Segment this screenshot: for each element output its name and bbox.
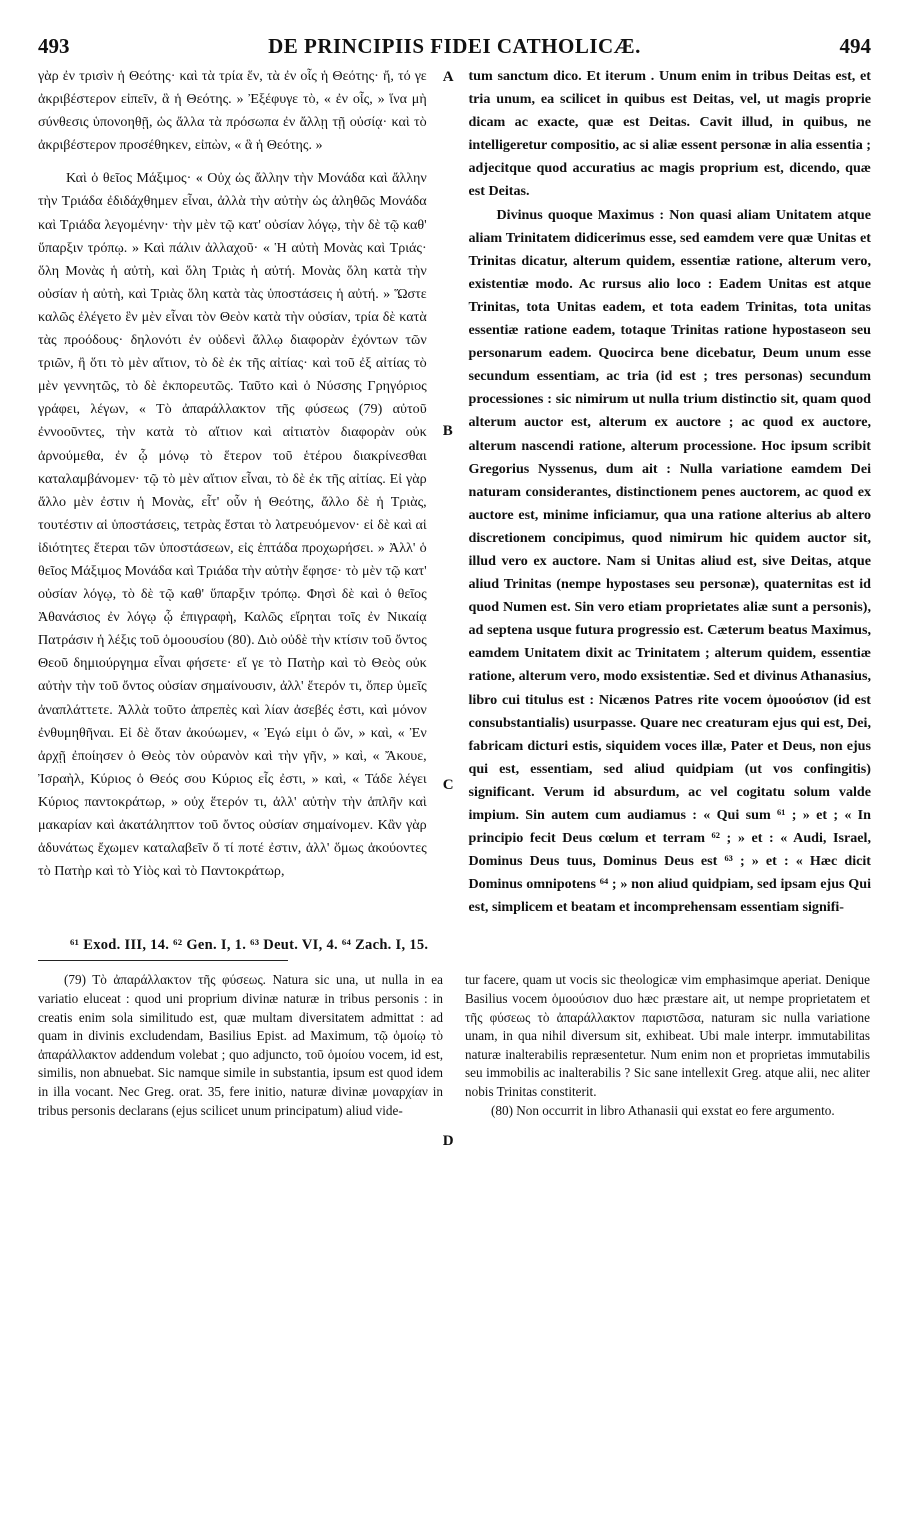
margin-letters [441, 65, 457, 1149]
note-79: (79) Τὸ ἀπαράλλακτον τῆς φύσεως. Natura sic una, ut nulla in ea variatio eluceat : quod uni proprium divinæ naturæ in tribus personis : in creatis enim sola similitudo est, quæ multam diversitatem admittat : ad quam in divinis excludendam, Basilius Epist. ad Maximum, τῷ ὁμοίῳ τὸ ἀπαράλλακτον addendum volebat ; quo adjuncto, τοῦ ὁμοίου vocem, id est, similis, non abnuebat. Sic namque simile in substantia, ipsum est quod idem in illa vocant. Nec Greg. orat. 35, fere initio, naturæ divinæ μοναρχίαν in tribus personis declarans (ejus scilicet unum principatum) aliud vide- [38, 972, 443, 1118]
running-header [38, 34, 871, 59]
margin-letter-d: D [442, 1133, 454, 1149]
latin-paragraph-1: tum sanctum dico. Et iterum . Unum enim in tribus Deitas est, et tria unum, ea scilicet in quibus est Deitas, vel, ut magis proprie dicam ac exacte, quæ est Deitas. Cavit illud, in quibus, ne intelligeretur compositio, ac si aliæ essent personæ in alia essentia ; adjecitque quod accuratius ac magis proprium est, dicendo, quæ est Deitas. [468, 68, 871, 200]
footnote-rule [38, 960, 288, 961]
latin-paragraph-2: Divinus quoque Maximus : Non quasi aliam Unitatem atque aliam Trinitatem didicerimus esse, sed eamdem vere quæ Unitas et Trinitas dicatur, alterum quidem, essentiæ ratione, alterum vero, existentiæ modo. Ac rursus alio loco : Eadem Unitas est atque Trinitas, tota Unitas eadem, et tota eadem Trinitas, tota unitas essentiæ ratione eadem, totaque Trinitas ratione hypostaseon seu personarum eadem. Quocirca bene dicebatur, Deum unum esse secundum essentiam, ac tria (id est ; tres personas) secundum processiones : sic nimirum ut nulla trium distinctio sit, quam quod alterum auctor est, alterum ex auctore ; ac quod ex auctore, alterum nascendi ratione, alterum processione. Hoc ipsum scribit Gregorius Nyssenus, dum ait : Nulla variatione eamdem Dei naturam considerantes, distinctionem penes auctorem, ac quod ex auctore est, minime inficiamur, qua una ratione alterius ab altero discretionem concipimus, quod nimirum hic quidem auctor sit, illud vero ex auctore. Nam si Unitas aliud est, sive Deitas, atque aliud Trinitas (nempe hypostases seu personæ), quaternitas est id quod Numen est. Sin vero etiam proprietates aliæ sunt a personis), ad septena usque futura progressio est. Cæterum beatus Maximus, eamdem Unitatem dixit ac Trinitatem ; alterum quidem, essentiæ ratione, alterum vero, modo exsistentiæ. Sed et divinus Athanasius, libro cui titulus est : Nicænos Patres rite vocem ὁμοούσιον (id est consubstantialis) usurpasse. Quare nec creaturam ejus qui est, Dei, fabricam dicturi estis, siquidem voces illæ, Pater et Deus, non ejus qui est, essentiam, sed aliud quidpiam (ut vos confingitis) significant. Verum id absurdum, ac vel cogitatu solum valde impium. Sin autem cum audiamus : « Qui sum ⁶¹ ; » et ; « In principio fecit Deus cœlum et terram ⁶² ; » et : « Audi, Israel, Dominus Deus tuus, Dominus Deus est ⁶³ ; » et : « Hæc dicit Dominus omnipotens ⁶⁴ ; » non aliud quidpiam, sed ipsam ejus Qui est, simplicem et beatam et incomprehensam essentiam signifi- [468, 206, 871, 916]
footnotes-left [38, 971, 443, 1120]
greek-paragraph-2: Καὶ ὁ θεῖος Μάξιμος· « Οὐχ ὡς ἄλλην τὴν Μονάδα καὶ ἄλλην τὴν Τριάδα ἐδιδάχθημεν εἶναι, ἀλλὰ τὴν αὐτὴν ὡς ἀληθῶς Μονάδα καὶ Τριάδα λεγομένην· τὴν μὲν τῷ κατ' οὐσίαν λόγῳ, τὴν δὲ τῷ καθ' ὕπαρξιν τρόπῳ. » Καὶ πάλιν ἀλλαχοῦ· « Ἡ αὐτὴ Μονὰς καὶ Τριάς· ὅλη Μονὰς ἡ αὐτὴ, καὶ ὅλη Τριὰς ἡ αὐτή. Μονὰς ὅλη κατὰ τὴν οὐσίαν ἡ αὐτὴ, καὶ Τριὰς ὅλη κατὰ τὰς ὑποστάσεις ἡ αὐτή. » Ὥστε καλῶς ἐλέγετο ἓν μὲν εἶναι τὸν Θεὸν κατὰ τὴν οὐσίαν, τρία δὲ κατὰ τὰς προόδους· δηλονότι ἐν οὐδενὶ ἄλλῳ διαφορὰν ἐχόντων τῶν τριῶν, ἢ ὅτι τὸ μὲν αἴτιον, τὸ δὲ ἐκ τῆς αἰτίας· καὶ τοῦ ἐξ αἰτίας τὸ μὲν γεννητῶς, τὸ δὲ ἐκπορευτῶς. Ταῦτο καὶ ὁ Νύσσης Γρηγόριος γράφει, λέγων, « Τὸ ἀπαράλλακτον τῆς φύσεως (79) αὐτοῦ ἐννοοῦντες, τὴν κατὰ τὸ αἴτιον καὶ αἰτιατὸν διαφορὰν οὐκ ἀρνούμεθα, ἐν ᾧ μόνῳ τὸ ἕτερον τοῦ ἑτέρου διακρίνεσθαι καταλαμβάνομεν· τῷ τὸ μὲν αἴτιον εἶναι, τὸ δὲ ἐκ τῆς αἰτίας. Εἰ γὰρ ἄλλο μὲν ἐστιν ἡ Μονὰς, εἶτ' οὖν ἡ Θεότης, ἄλλο δὲ ἡ Τριὰς, τουτέστιν αἱ ὑποστάσεις, τετρὰς ἔσται τὸ λατρευόμενον· εἰ δὲ καὶ αἱ ἰδιότητες ἕτεραι τῶν ὑποστάσεων, εἰς ἑπτάδα προχωρήσει. » Ἀλλ' ὁ θεῖος Μάξιμος Μονάδα καὶ Τριάδα τὴν αὐτὴν ἔφησε· τὸ μὲν τῷ κατ' οὐσίαν λόγῳ, τὸ δὲ τῷ καθ' ὕπαρξιν τρόπῳ. Φησὶ δὲ καὶ ὁ θεῖος Ἀθανάσιος ἐν λόγῳ ᾧ ἐπιγραφὴ, Καλῶς εἴρηται τοῖς ἐν Νικαίᾳ Πατράσιν ἡ λέξις τοῦ ὁμοουσίου (80). Διὸ οὐδὲ τὴν κτίσιν τοῦ ὄντος Θεοῦ δημιούργημα εἶναι φήσετε· εἴ γε τὸ Πατὴρ καὶ τὸ Θεὸς οὐκ αὐτὴν τὴν τοῦ ὄντος οὐσίαν σημαίνουσιν, ἀλλ' ἕτερόν τι, ὅπερ ὑμεῖς ἀναπλάττετε. Ἀλλὰ τοῦτο ἀπρεπὲς καὶ λίαν ἀσεβές ἐστι, καὶ μόνον ἐνθυμηθῆναι. Εἰ δὲ ὅταν ἀκούωμεν, « Ἐγώ εἰμι ὁ ὤν, » καὶ, « Ἐν ἀρχῇ ἐποίησεν ὁ Θεὸς τὸν οὐρανὸν καὶ τὴν γῆν, » καὶ, « Ἄκουε, Ἰσραὴλ, Κύριος ὁ Θεός σου Κύριος εἷς ἐστι, » καὶ, « Τάδε λέγει Κύριος παντοκράτωρ, » οὐχ ἕτερόν τι, ἀλλ' αὐτὴν τὴν ἁπλῆν καὶ μακαρίαν καὶ ἀκατάληπτον τοῦ ὄντος οὐσίαν σημαίνομεν. Κἂν γὰρ ἀδυνάτως ἔχωμεν καταλαβεῖν ὅ τί ποτέ ἐστιν, ἀλλ' ὅμως ἀκούοντες τὸ Πατὴρ καὶ τὸ Υἱὸς καὶ τὸ Παντοκράτωρ, [38, 170, 427, 880]
note-80: (80) Non occurrit in libro Athanasii qui exstat eo fere argumento. [491, 1102, 835, 1118]
greek-column [38, 65, 441, 919]
note-79-continued: tur facere, quam ut vocis sic theologicæ vim emphasimque aperiat. Denique Basilius vocem ὁμοούσιον duo hæc præstare ait, ut nempe proprietatem et τῆς φύσεως τὸ ἀπαράλλακτον παριστῶσα, naturam sic nulla variatione unam, in qua nihil diversum sit, exhibeat. Ubi male interpr. immutabilitas naturæ inalterabilis repræsentetur. Num enim non et proprietas immutabilis seu immobilis ac inalterabilis ? Sic sane intellexit Greg. atque alii, nec aliter nobis Trinitas constiterit. [465, 972, 870, 1100]
margin-letter-b: B [442, 423, 453, 439]
latin-column [456, 65, 871, 919]
greek-paragraph-1: γὰρ ἐν τρισὶν ἡ Θεότης· καὶ τὰ τρία ἕν, τὰ ἐν οἷς ἡ Θεότης· ἤ, τό γε ἀκριβέστερον εἰπεῖν, ἃ ἡ Θεότης. » Ἐξέφυγε τὸ, « ἐν οἷς, » ἵνα μὴ σύνθεσις ὑπονοηθῇ, ὡς ἄλλα τὰ πρόσωπα ἐν ἄλλῃ τῇ οὐσίᾳ· καὶ τὸ ἀκριβέστερον προσέθηκεν, εἰπὼν, « ἃ ἡ Θεότης. » [38, 68, 427, 154]
page-number-right: 494 [839, 34, 871, 58]
margin-letter-c: C [442, 777, 454, 793]
footnotes [38, 971, 871, 1120]
running-title: DE PRINCIPIIS FIDEI CATHOLICÆ. [268, 34, 641, 58]
margin-letter-a: A [442, 69, 454, 85]
scripture-references: ⁶¹ Exod. III, 14. ⁶² Gen. I, 1. ⁶³ Deut. VI, 4. ⁶⁴ Zach. I, 15. [70, 937, 429, 954]
page-number-left: 493 [38, 34, 70, 58]
footnotes-right [465, 971, 870, 1120]
